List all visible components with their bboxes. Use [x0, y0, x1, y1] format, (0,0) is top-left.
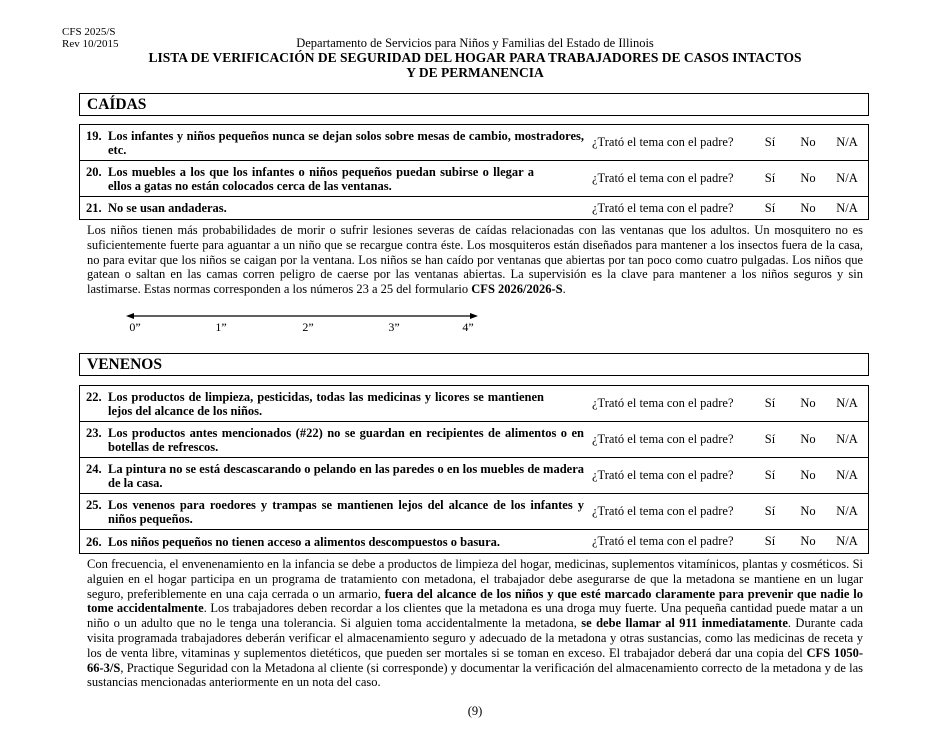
option-na[interactable]: N/A	[826, 161, 869, 197]
option-na[interactable]: N/A	[826, 422, 869, 458]
option-na[interactable]: N/A	[826, 386, 869, 422]
option-yes[interactable]: Sí	[750, 161, 790, 197]
checklist-row	[80, 125, 869, 161]
form-reference: CFS 2026/2026-S	[471, 282, 563, 297]
poisons-text-2: . Los trabajadores deben recordar a los clientes que la metadona es una droga muy fuerte. Una pequeña cantidad puede matar a un niño o un adulto que no le tenga una tolerancia. Si alguien toma accidentalmente la metadona,	[87, 601, 863, 631]
ruler-label-3: 3”	[388, 320, 400, 334]
department-name: Departamento de Servicios para Niños y Familias del Estado de Illinois	[296, 36, 654, 50]
item-text: Los productos de limpieza, pesticidas, todas las medicinas y licores se mantienen lejos del alcance de los niños.	[108, 389, 544, 418]
discussed-question: ¿Trató el tema con el padre?	[592, 386, 750, 422]
discussed-question: ¿Trató el tema con el padre?	[592, 458, 750, 494]
item-text: Los niños pequeños no tienen acceso a alimentos descompuestos o basura.	[108, 534, 501, 549]
discussed-question: ¿Trató el tema con el padre?	[592, 530, 750, 554]
item-text: No se usan andaderas.	[108, 201, 227, 215]
form-revision: Rev 10/2015	[62, 38, 119, 50]
discussed-question: ¿Trató el tema con el padre?	[592, 197, 750, 220]
falls-section-heading: CAÍDAS	[79, 93, 869, 116]
poisons-text-3: . Durante cada visita programada trabajadores deberán verificar el almacenamiento seguro y adecuado de la metadona y otras sustancias, como las medicinas de receta y los de venta libre, vitaminas y suplementos dietéticos, que pueden ser mortales si se toman en exceso. El trabajador deberá dar una copia del	[87, 616, 864, 660]
item-text: La pintura no se está descascarando o pelando en las paredes o en los muebles de madera de la casa.	[108, 461, 584, 490]
item-text: Los infantes y niños pequeños nunca se dejan solos sobre mesas de cambio, mostradores, etc.	[108, 128, 584, 157]
item-number: 25.	[86, 497, 102, 512]
ruler-label-4: 4”	[462, 320, 474, 334]
item-number: 23.	[86, 425, 102, 440]
option-no[interactable]: No	[790, 458, 826, 494]
checklist-row	[80, 386, 869, 422]
option-yes[interactable]: Sí	[750, 125, 790, 161]
option-na[interactable]: N/A	[826, 197, 869, 220]
ruler-label-2: 2”	[302, 320, 314, 334]
option-yes[interactable]: Sí	[750, 530, 790, 554]
option-yes[interactable]: Sí	[750, 458, 790, 494]
item-text: Los productos antes mencionados (#22) no se guardan en recipientes de alimentos o en botellas de refrescos.	[108, 425, 584, 454]
poisons-text-1: Con frecuencia, el envenenamiento en la infancia se debe a productos de limpieza del hogar, medicinas, suplementos vitamínicos, plantas y cosméticos. Si alguien en el hogar participa en un programa de tratamiento con metadona, el trabajador debe asegurarse de que la metadona se mantiene en un lugar seguro, preferiblemente en una caja cerrada o un armario,	[87, 557, 863, 601]
option-no[interactable]: No	[790, 125, 826, 161]
item-text: Los venenos para roedores y trampas se mantienen lejos del alcance de los infantes y niños pequeños.	[108, 497, 584, 526]
checklist-row	[80, 422, 869, 458]
ruler-label-1: 1”	[215, 320, 227, 334]
falls-explanation-paragraph	[87, 223, 863, 297]
option-no[interactable]: No	[790, 386, 826, 422]
item-number: 20.	[86, 164, 102, 179]
falls-checklist-table	[79, 124, 869, 220]
option-no[interactable]: No	[790, 494, 826, 530]
falls-paragraph-end: .	[562, 282, 566, 297]
discussed-question: ¿Trató el tema con el padre?	[592, 494, 750, 530]
option-na[interactable]: N/A	[826, 125, 869, 161]
page-number: (9)	[467, 704, 483, 718]
poisons-bold-3: CFS 1050-66-3/S	[87, 645, 863, 675]
checklist-row	[80, 458, 869, 494]
poisons-explanation-paragraph	[87, 557, 863, 690]
poisons-checklist-table	[79, 385, 869, 554]
checklist-row	[80, 197, 869, 220]
option-yes[interactable]: Sí	[750, 422, 790, 458]
item-text: Los muebles a los que los infantes o niños pequeños puedan subirse o llegar a ellos a gatas no están colocados cerca de las ventanas.	[108, 164, 534, 193]
discussed-question: ¿Trató el tema con el padre?	[592, 161, 750, 197]
checklist-row	[80, 530, 869, 554]
option-yes[interactable]: Sí	[750, 494, 790, 530]
inch-ruler	[120, 310, 490, 334]
option-yes[interactable]: Sí	[750, 386, 790, 422]
option-no[interactable]: No	[790, 422, 826, 458]
form-code: CFS 2025/S	[62, 26, 116, 38]
checklist-row	[80, 161, 869, 197]
poisons-bold-1: fuera del alcance de los niños y que esté marcado claramente para prevenir que nadie lo tome accidentalmente	[87, 586, 863, 616]
option-na[interactable]: N/A	[826, 530, 869, 554]
title-line-1: LISTA DE VERIFICACIÓN DE SEGURIDAD DEL HOGAR PARA TRABAJADORES DE CASOS INTACTOS	[148, 50, 802, 65]
page-title	[0, 50, 950, 80]
option-no[interactable]: No	[790, 530, 826, 554]
checklist-row	[80, 494, 869, 530]
item-number: 24.	[86, 461, 102, 476]
option-no[interactable]: No	[790, 161, 826, 197]
option-na[interactable]: N/A	[826, 458, 869, 494]
poisons-section-heading: VENENOS	[79, 353, 869, 376]
option-yes[interactable]: Sí	[750, 197, 790, 220]
item-number: 22.	[86, 389, 102, 404]
item-number: 26.	[86, 534, 102, 549]
item-number: 19.	[86, 128, 102, 143]
ruler-label-0: 0”	[129, 320, 141, 334]
discussed-question: ¿Trató el tema con el padre?	[592, 422, 750, 458]
poisons-text-4: , Practique Seguridad con la Metadona al cliente (si corresponde) y documentar la verificación del almacenamiento correcto de la metadona y de las sustancias mencionadas anteriormente en un nota del caso.	[87, 660, 863, 690]
option-na[interactable]: N/A	[826, 494, 869, 530]
falls-paragraph-text: Los niños tienen más probabilidades de morir o sufrir lesiones severas de caídas relacionadas con las ventanas que los adultos. Un mosquitero no es suficientemente fuerte para aguantar a un niño que se recargue contra éste. Los mosquiteros están diseñados para mantener a los insectos fuera de la casa, no para evitar que los niños se caigan por la ventana. Los niños se han caído por ventanas que abiertas por tan poco como cuatro pulgadas. Los niños que gatean o saltan en las camas corren peligro de caerse por las ventanas abiertas. La supervisión es la clave para mantener a los niños seguros y sin lastimarse. Estas normas corresponden a los números 23 a 25 del formulario	[87, 223, 863, 297]
discussed-question: ¿Trató el tema con el padre?	[592, 125, 750, 161]
title-line-2: Y DE PERMANENCIA	[406, 65, 544, 80]
poisons-bold-2: se debe llamar al 911 inmediatamente	[581, 616, 788, 631]
option-no[interactable]: No	[790, 197, 826, 220]
item-number: 21.	[86, 201, 102, 215]
